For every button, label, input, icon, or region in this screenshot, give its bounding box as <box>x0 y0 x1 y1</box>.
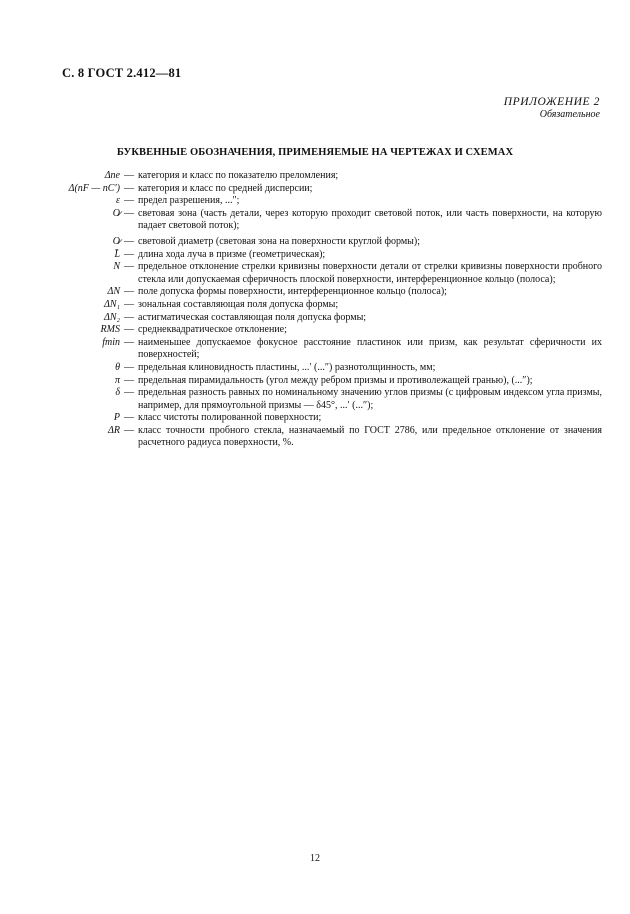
definition-row <box>50 375 602 388</box>
definition-row <box>50 183 602 196</box>
definition-row <box>50 261 602 286</box>
dash: — <box>124 286 134 298</box>
definition-row <box>50 412 602 425</box>
symbol: O̷ <box>112 207 120 219</box>
appendix-label: ПРИЛОЖЕНИЕ 2 <box>503 96 600 108</box>
definition-text: поле допуска формы поверхности, интерференционное кольцо (полоса); <box>138 286 447 298</box>
dash: — <box>124 261 134 273</box>
symbol: RMS <box>100 324 120 336</box>
definition-text: предельная пирамидальность (угол между ребром призмы и противолежащей гранью), (...″); <box>138 374 533 386</box>
definition-row <box>50 195 602 208</box>
dash: — <box>124 182 134 194</box>
definition-text: световой диаметр (световая зона на поверхности круглой формы); <box>138 235 420 247</box>
definition-row <box>50 170 602 183</box>
symbol: fmin <box>102 336 120 348</box>
definition-row <box>50 299 602 312</box>
symbol: π <box>114 374 120 386</box>
symbol: ΔN <box>107 286 120 298</box>
definition-text: световая зона (часть детали, через которую проходит световой поток, или часть поверхности, на которую падает световой поток); <box>138 207 602 232</box>
definition-text: категория и класс по показателю преломления; <box>138 170 339 181</box>
dash: — <box>124 374 134 386</box>
dash: — <box>124 170 134 181</box>
definition-row <box>50 362 602 375</box>
dash: — <box>124 336 134 348</box>
dash: — <box>124 324 134 336</box>
dash: — <box>124 298 134 310</box>
symbol: δ <box>115 387 120 399</box>
dash: — <box>124 311 134 323</box>
definition-text: класс чистоты полированной поверхности; <box>138 412 322 424</box>
dash: — <box>124 412 134 424</box>
definition-text: предел разрешения, ...″; <box>138 195 240 207</box>
definition-text: длина хода луча в призме (геометрическая); <box>138 248 326 260</box>
symbol: ΔN₁ <box>103 298 120 310</box>
definition-row <box>50 249 602 262</box>
definition-text: зональная составляющая поля допуска формы; <box>138 298 339 310</box>
symbol: Δnе <box>104 170 120 181</box>
definition-text: среднеквадратическое отклонение; <box>138 324 287 336</box>
appendix-status: Обязательное <box>539 109 600 120</box>
definition-row <box>50 324 602 337</box>
definition-row <box>50 425 602 450</box>
definition-text: наименьшее допускаемое фокусное расстояние пластинок или призм, как результат сферичности их поверхностей; <box>138 336 602 361</box>
dash: — <box>124 195 134 207</box>
symbol: ΔN₂ <box>103 311 120 323</box>
definition-text: предельное отклонение стрелки кривизны поверхности детали от стрелки кривизны поверхности пробного стекла или допускаемая сферичность плоской поверхности, интерференционное кольцо (полоса); <box>138 261 602 285</box>
symbol: θ <box>115 361 120 373</box>
definition-text: астигматическая составляющая поля допуска формы; <box>138 311 367 323</box>
dash: — <box>124 424 134 436</box>
definition-row <box>50 208 602 233</box>
dash: — <box>124 248 134 260</box>
section-title: БУКВЕННЫЕ ОБОЗНАЧЕНИЯ, ПРИМЕНЯЕМЫЕ НА ЧЕРТЕЖАХ И СХЕМАХ <box>116 147 514 158</box>
dash: — <box>124 207 134 219</box>
dash: — <box>124 361 134 373</box>
symbol: N <box>113 261 120 273</box>
appendix-block <box>504 96 600 120</box>
symbol: L̄ <box>114 248 120 260</box>
definition-row <box>50 312 602 325</box>
definition-text: класс точности пробного стекла, назначаемый по ГОСТ 2786, или предельное отклонение от значения расчетного радиуса поверхности, %. <box>138 424 602 449</box>
definition-text: предельная разность равных по номинальному значению углов призмы (с цифровым индексом угла призмы, например, для прямоугольной призмы — δ45°, ...′ (...″); <box>138 387 602 411</box>
definition-row <box>50 236 602 249</box>
symbol: O̷ <box>112 235 120 247</box>
symbol: Δ(nF — nC′) <box>68 182 120 194</box>
symbol: ε <box>116 195 120 207</box>
symbol: ΔR <box>108 424 120 436</box>
page-number: 12 <box>310 853 320 864</box>
definition-row <box>50 286 602 299</box>
definition-text: предельная клиновидность пластины, ...′ (...″) разнотолщинность, мм; <box>138 361 436 373</box>
dash: — <box>124 387 134 399</box>
definition-row <box>50 337 602 362</box>
dash: — <box>124 235 134 247</box>
symbol: P <box>113 412 120 424</box>
definition-row <box>50 387 602 412</box>
page-header: С. 8 ГОСТ 2.412—81 <box>62 66 182 80</box>
definitions-list <box>50 170 602 450</box>
definition-text: категория и класс по средней дисперсии; <box>138 182 313 194</box>
